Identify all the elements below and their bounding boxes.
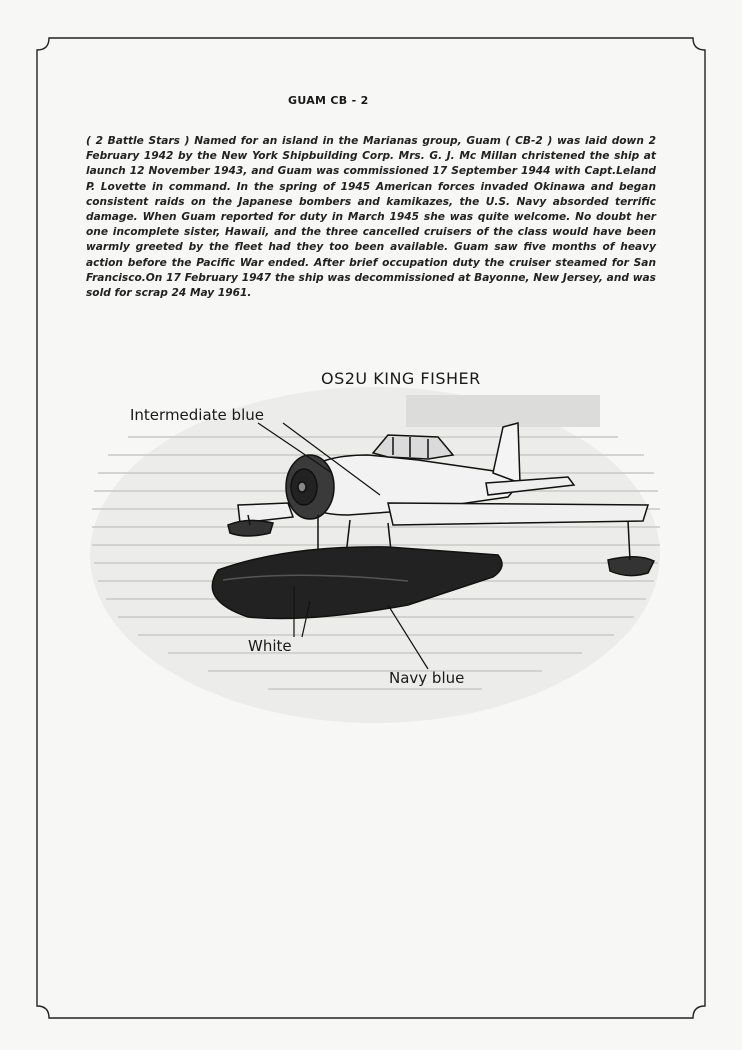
white-label: White [248, 637, 292, 655]
page-title: GUAM CB - 2 [288, 94, 369, 107]
aircraft-illustration [88, 355, 662, 730]
aircraft-title: OS2U KING FISHER [321, 369, 481, 388]
navy-blue-label: Navy blue [389, 669, 465, 687]
history-paragraph: ( 2 Battle Stars ) Named for an island in the Marianas group, Guam ( CB-2 ) was laid down 2 February 1942 by the New York Shipbuilding Corp. Mrs. G. J. Mc Millan christened the ship at launch 12 November 1943, and Guam was commissioned 17 September 1944 with Capt.Leland P. Lovette in command. In the spring of 1945 American forces invaded Okinawa and began consistent raids on the Japanese bombers and kamikazes, the U.S. Navy absorded terrific damage. When Guam reported for duty in March 1945 she was quite welcome. No doubt her one incomplete sister, Hawaii, and the three cancelled cruisers of the class would have been warmly greeted by the fleet had they too been available. Guam saw five months of heavy action before the Pacific War ended. After brief occupation duty the cruiser steamed for San Francisco.On 17 February 1947 the ship was decommissioned at Bayonne, New Jersey, and was sold for scrap 24 May 1961. [86, 135, 656, 300]
intermediate-blue-label: Intermediate blue [130, 406, 264, 424]
